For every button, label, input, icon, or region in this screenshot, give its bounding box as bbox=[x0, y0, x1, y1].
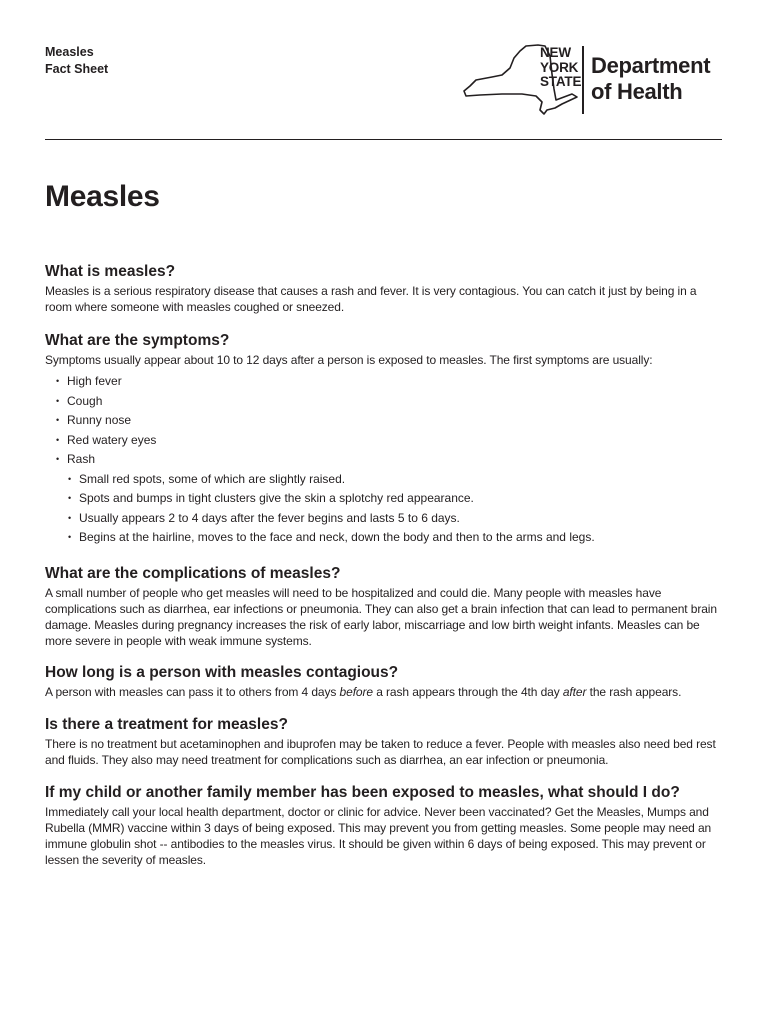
section-text: There is no treatment but acetaminophen and ibuprofen may be taken to reduce a fever. People with measles also need bed rest and fluids. They also may need treatment for complications such as diarrhea, an ear infection or pneumonia. bbox=[45, 736, 716, 767]
list-item: • High fever bbox=[67, 372, 725, 392]
nys-word-state: STATE bbox=[540, 74, 582, 89]
section-heading: If my child or another family member has been exposed to measles, what should I do? bbox=[45, 783, 680, 801]
nys-word-new: NEW bbox=[540, 45, 571, 60]
section-text bbox=[45, 684, 725, 700]
logo-divider bbox=[582, 46, 584, 114]
list-item: • Spots and bumps in tight clusters give the skin a splotchy red appearance. bbox=[79, 489, 725, 509]
section-heading: What are the symptoms? bbox=[45, 332, 230, 349]
list-item: • Red watery eyes bbox=[67, 431, 725, 451]
section-symptoms bbox=[45, 331, 725, 548]
text-run: a rash appears through the 4th day bbox=[372, 684, 563, 699]
nys-wordmark bbox=[540, 46, 581, 90]
department-name bbox=[591, 53, 710, 104]
department-line2: of Health bbox=[591, 78, 683, 104]
section-text: Symptoms usually appear about 10 to 12 days after a person is exposed to measles. The first symptoms are usually: bbox=[45, 353, 653, 367]
section-contagious-period bbox=[45, 663, 725, 700]
section-heading: How long is a person with measles contagious? bbox=[45, 663, 399, 681]
text-run: the rash appears. bbox=[586, 684, 682, 699]
list-item: • Begins at the hairline, moves to the face and neck, down the body and then to the arms and legs. bbox=[79, 528, 725, 548]
list-item: • Usually appears 2 to 4 days after the fever begins and lasts 5 to 6 days. bbox=[79, 509, 725, 529]
emphasis-after: after bbox=[562, 684, 587, 699]
header-divider bbox=[45, 139, 722, 140]
page-title: Measles bbox=[45, 180, 160, 213]
nys-word-york: YORK bbox=[540, 59, 579, 75]
section-exposure bbox=[45, 783, 725, 868]
section-what-is-measles bbox=[45, 262, 725, 315]
document-label bbox=[45, 44, 108, 78]
section-text: Measles is a serious respiratory disease that causes a rash and fever. It is very contagious. You can catch it just by being in a room where someone with measles coughed or sneezed. bbox=[45, 284, 697, 314]
list-item: • Cough bbox=[67, 392, 725, 412]
section-text: A small number of people who get measles will need to be hospitalized and could die. Many people with measles have complications such as diarrhea, ear infections or pneumonia. They can also get a brain infection that can lead to permanent brain damage. Measles during pregnancy increases the risk of early labor, miscarriage and low birth weight infants. Measles can be more severe in people with weak immune systems. bbox=[45, 585, 717, 648]
section-heading: What are the complications of measles? bbox=[45, 564, 341, 582]
section-complications bbox=[45, 564, 725, 649]
document-type: Fact Sheet bbox=[45, 62, 109, 76]
list-item: • Runny nose bbox=[67, 411, 725, 431]
fact-sheet-body bbox=[45, 262, 725, 868]
section-heading: Is there a treatment for measles? bbox=[45, 715, 288, 733]
nys-doh-logo bbox=[462, 44, 727, 116]
text-run: A person with measles can pass it to others from 4 days bbox=[45, 684, 340, 699]
section-text: Immediately call your local health department, doctor or clinic for advice. Never been vaccinated? Get the Measles, Mumps and Rubella (MMR) vaccine within 3 days of being exposed. This may prevent you from getting measles. Some people may need an immune globulin shot -- antibodies to the measles virus. It should be given within 6 days of being exposed. This may prevent or lessen the severity of measles. bbox=[45, 804, 712, 867]
list-item-label: Rash bbox=[67, 452, 96, 466]
rash-detail-list bbox=[67, 470, 725, 548]
department-line1: Department bbox=[591, 53, 711, 78]
emphasis-before: before bbox=[339, 684, 373, 699]
section-heading: What is measles? bbox=[45, 263, 176, 280]
symptom-list bbox=[45, 372, 725, 548]
document-topic: Measles bbox=[45, 45, 94, 59]
list-item-rash bbox=[67, 450, 725, 548]
section-treatment bbox=[45, 715, 725, 768]
list-item: • Small red spots, some of which are slightly raised. bbox=[79, 470, 725, 490]
